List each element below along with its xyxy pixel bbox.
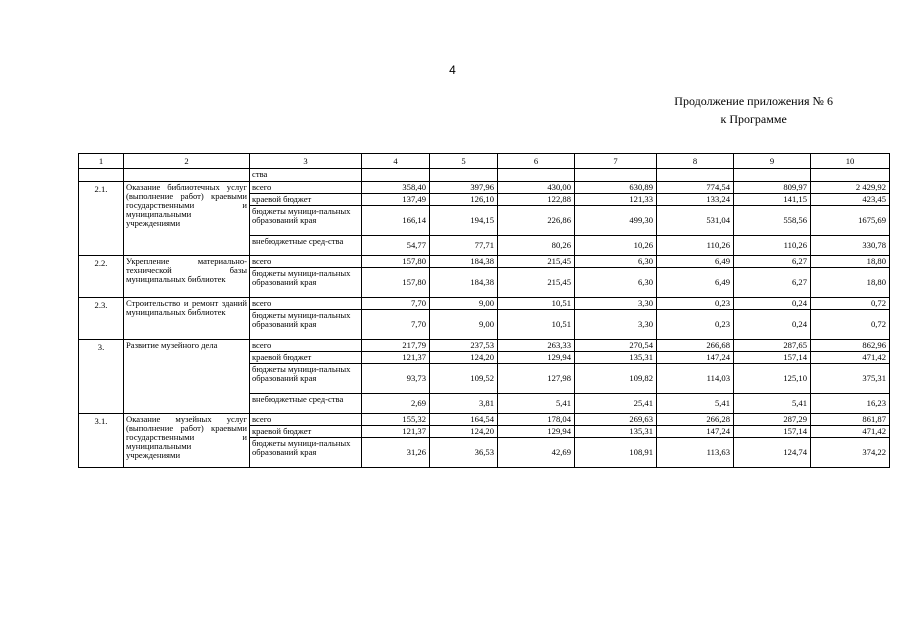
funding-source: бюджеты муници-пальных образований края [250,310,362,340]
table-cell [79,169,124,182]
table-row [79,414,890,426]
row-description: Оказание музейных услуг (выполнение работ) краевыми государственными и муниципальными учреждениями [124,414,250,468]
table-cell [734,169,811,182]
amount-cell: 774,54 [657,182,734,194]
amount-cell: 2,69 [362,394,430,414]
funding-source: краевой бюджет [250,426,362,438]
funding-source: внебюджетные сред-ства [250,236,362,256]
amount-cell: 18,80 [811,268,890,298]
amount-cell: 0,72 [811,310,890,340]
amount-cell: 471,42 [811,426,890,438]
column-header: 5 [430,154,498,169]
amount-cell: 122,88 [498,194,575,206]
amount-cell: 194,15 [430,206,498,236]
amount-cell: 10,51 [498,298,575,310]
amount-cell: 0,23 [657,298,734,310]
appendix-heading [674,92,833,128]
amount-cell: 109,82 [575,364,657,394]
amount-cell: 129,94 [498,352,575,364]
amount-cell: 423,45 [811,194,890,206]
amount-cell: 42,69 [498,438,575,468]
amount-cell: 3,30 [575,310,657,340]
amount-cell: 397,96 [430,182,498,194]
amount-cell: 9,00 [430,298,498,310]
amount-cell: 266,68 [657,340,734,352]
amount-cell: 126,10 [430,194,498,206]
continuation-text: ства [250,169,362,182]
amount-cell: 157,14 [734,426,811,438]
amount-cell: 0,72 [811,298,890,310]
amount-cell: 2 429,92 [811,182,890,194]
amount-cell: 266,28 [657,414,734,426]
amount-cell: 215,45 [498,256,575,268]
funding-source: всего [250,298,362,310]
amount-cell: 217,79 [362,340,430,352]
funding-source: бюджеты муници-пальных образований края [250,268,362,298]
amount-cell: 10,51 [498,310,575,340]
column-header: 9 [734,154,811,169]
amount-cell: 3,30 [575,298,657,310]
amount-cell: 471,42 [811,352,890,364]
amount-cell: 531,04 [657,206,734,236]
funding-source: всего [250,340,362,352]
amount-cell: 54,77 [362,236,430,256]
amount-cell: 141,15 [734,194,811,206]
amount-cell: 5,41 [734,394,811,414]
amount-cell: 375,31 [811,364,890,394]
amount-cell: 110,26 [734,236,811,256]
amount-cell: 121,37 [362,352,430,364]
amount-cell: 10,26 [575,236,657,256]
amount-cell: 147,24 [657,352,734,364]
row-description: Строительство и ремонт зданий муниципальных библиотек [124,298,250,340]
table-row [79,298,890,310]
amount-cell: 31,26 [362,438,430,468]
column-header: 10 [811,154,890,169]
page-number: 4 [449,63,456,77]
amount-cell: 114,03 [657,364,734,394]
amount-cell: 5,41 [498,394,575,414]
program-finance-table [78,153,890,468]
amount-cell: 110,26 [657,236,734,256]
amount-cell: 157,80 [362,268,430,298]
table-cell [575,169,657,182]
row-code: 2.2. [79,256,124,298]
amount-cell: 155,32 [362,414,430,426]
table-cell [124,169,250,182]
column-header: 6 [498,154,575,169]
amount-cell: 164,54 [430,414,498,426]
column-header: 1 [79,154,124,169]
amount-cell: 127,98 [498,364,575,394]
amount-cell: 135,31 [575,426,657,438]
funding-source: внебюджетные сред-ства [250,394,362,414]
amount-cell: 16,23 [811,394,890,414]
row-description: Укрепление материально-технической базы муниципальных библиотек [124,256,250,298]
amount-cell: 157,80 [362,256,430,268]
amount-cell: 124,74 [734,438,811,468]
amount-cell: 330,78 [811,236,890,256]
amount-cell: 3,81 [430,394,498,414]
amount-cell: 124,20 [430,352,498,364]
amount-cell: 93,73 [362,364,430,394]
amount-cell: 374,22 [811,438,890,468]
row-description: Оказание библиотечных услуг (выполнение работ) краевыми государственными и муниципальными учреждениями [124,182,250,256]
amount-cell: 630,89 [575,182,657,194]
amount-cell: 0,23 [657,310,734,340]
table-row [79,256,890,268]
amount-cell: 270,54 [575,340,657,352]
amount-cell: 157,14 [734,352,811,364]
amount-cell: 287,65 [734,340,811,352]
table-cell [657,169,734,182]
amount-cell: 137,49 [362,194,430,206]
funding-source: бюджеты муници-пальных образований края [250,438,362,468]
table-cell [430,169,498,182]
amount-cell: 6,27 [734,268,811,298]
amount-cell: 263,33 [498,340,575,352]
table-cell [498,169,575,182]
amount-cell: 135,31 [575,352,657,364]
amount-cell: 6,27 [734,256,811,268]
table-row [79,182,890,194]
appendix-heading-line1: Продолжение приложения № 6 [674,94,833,108]
amount-cell: 6,49 [657,268,734,298]
amount-cell: 226,86 [498,206,575,236]
amount-cell: 25,41 [575,394,657,414]
amount-cell: 287,29 [734,414,811,426]
amount-cell: 147,24 [657,426,734,438]
column-header: 2 [124,154,250,169]
amount-cell: 121,33 [575,194,657,206]
appendix-heading-line2: к Программе [720,112,787,126]
amount-cell: 184,38 [430,268,498,298]
amount-cell: 1675,69 [811,206,890,236]
amount-cell: 178,04 [498,414,575,426]
amount-cell: 113,63 [657,438,734,468]
amount-cell: 7,70 [362,298,430,310]
amount-cell: 133,24 [657,194,734,206]
amount-cell: 6,49 [657,256,734,268]
row-code: 3.1. [79,414,124,468]
amount-cell: 5,41 [657,394,734,414]
funding-source: всего [250,182,362,194]
amount-cell: 499,30 [575,206,657,236]
row-code: 2.1. [79,182,124,256]
amount-cell: 558,56 [734,206,811,236]
funding-source: всего [250,414,362,426]
amount-cell: 77,71 [430,236,498,256]
table-cell [362,169,430,182]
amount-cell: 36,53 [430,438,498,468]
amount-cell: 358,40 [362,182,430,194]
row-code: 3. [79,340,124,414]
column-header: 8 [657,154,734,169]
amount-cell: 215,45 [498,268,575,298]
continuation-row [79,169,890,182]
amount-cell: 9,00 [430,310,498,340]
amount-cell: 124,20 [430,426,498,438]
column-header: 4 [362,154,430,169]
amount-cell: 129,94 [498,426,575,438]
amount-cell: 80,26 [498,236,575,256]
amount-cell: 0,24 [734,298,811,310]
amount-cell: 166,14 [362,206,430,236]
amount-cell: 237,53 [430,340,498,352]
table-cell [811,169,890,182]
funding-source: бюджеты муници-пальных образований края [250,364,362,394]
amount-cell: 430,00 [498,182,575,194]
funding-source: всего [250,256,362,268]
funding-source: краевой бюджет [250,194,362,206]
amount-cell: 121,37 [362,426,430,438]
amount-cell: 6,30 [575,268,657,298]
amount-cell: 109,52 [430,364,498,394]
amount-cell: 125,10 [734,364,811,394]
amount-cell: 269,63 [575,414,657,426]
amount-cell: 862,96 [811,340,890,352]
amount-cell: 184,38 [430,256,498,268]
amount-cell: 0,24 [734,310,811,340]
table-row [79,340,890,352]
amount-cell: 809,97 [734,182,811,194]
amount-cell: 18,80 [811,256,890,268]
row-code: 2.3. [79,298,124,340]
column-header: 3 [250,154,362,169]
row-description: Развитие музейного дела [124,340,250,414]
table-header-row [79,154,890,169]
amount-cell: 7,70 [362,310,430,340]
funding-source: бюджеты муници-пальных образований края [250,206,362,236]
amount-cell: 108,91 [575,438,657,468]
funding-source: краевой бюджет [250,352,362,364]
column-header: 7 [575,154,657,169]
amount-cell: 861,87 [811,414,890,426]
amount-cell: 6,30 [575,256,657,268]
